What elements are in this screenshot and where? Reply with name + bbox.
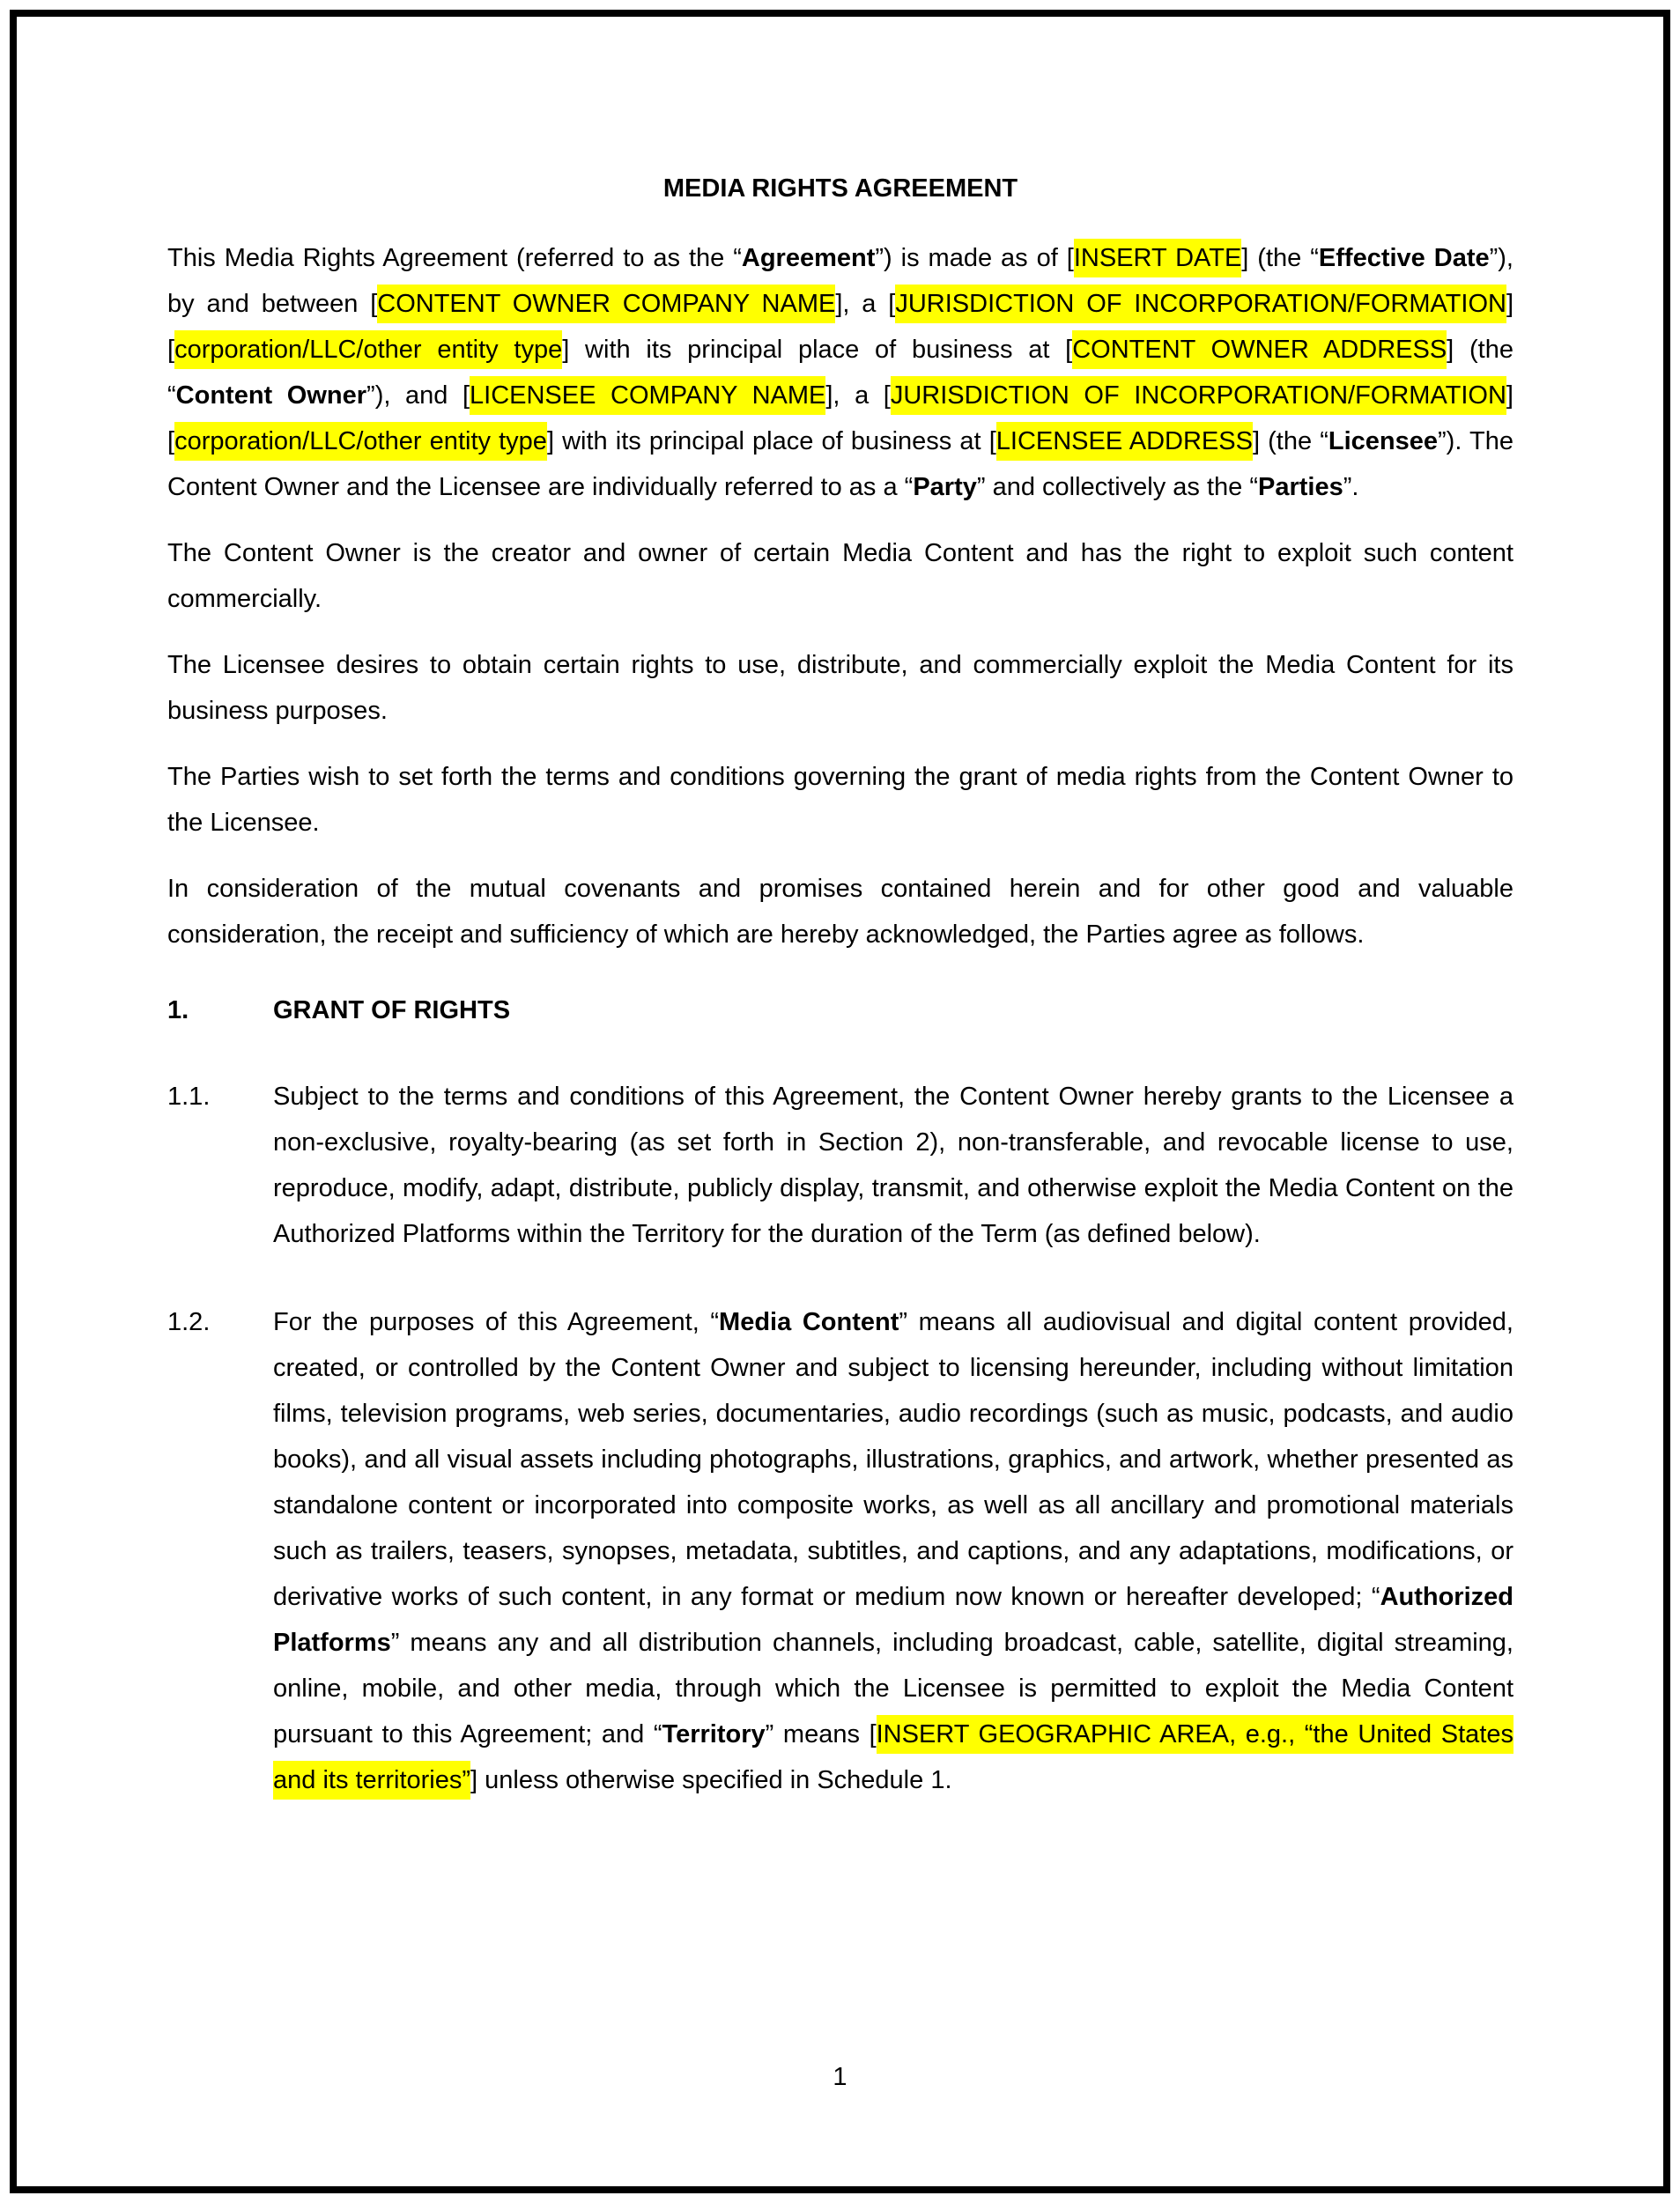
placeholder-highlight: JURISDICTION OF INCORPORATION/FORMATION (891, 376, 1506, 415)
defined-term: Content Owner (175, 381, 367, 410)
text-run: ” means any and all distribution channels, including broadcast, cable, satellite, digital streaming, online, mobile, and other media, through which the Licensee is permitted to exploit the Media Content pursuant to this Agreement; and “ (273, 1629, 1513, 1748)
section-1-number: 1. (167, 996, 189, 1024)
placeholder-highlight: corporation/LLC/other entity type (174, 422, 547, 461)
recital-parties (167, 754, 1513, 846)
text-run: ” means all audiovisual and digital content provided, created, or controlled by the Content Owner and subject to licensing hereunder, including without limitation films, television programs, web series, documentaries, audio recordings (such as music, podcasts, and audio books), and all visual assets including photographs, illustrations, graphics, and artwork, whether presented as standalone content or incorporated into composite works, as well as all ancillary and promotional materials such as trailers, teasers, synopses, metadata, subtitles, and captions, and any adaptations, modifications, or derivative works of such content, in any format or medium now known or hereafter developed; “ (273, 1308, 1513, 1611)
text-run: ] with its principal place of business at [ (562, 336, 1073, 364)
page-number: 1 (833, 2063, 847, 2091)
text-run: ], a [ (825, 381, 891, 410)
text-run: ” and collectively as the “ (976, 473, 1259, 501)
document-body (167, 166, 1513, 1845)
text-run: ” means [ (765, 1720, 877, 1748)
clause-1-2 (167, 1299, 1513, 1803)
recital-licensee (167, 642, 1513, 734)
text-run: For the purposes of this Agreement, “ (273, 1308, 720, 1336)
text-run: ”) is made as of [ (875, 244, 1074, 272)
text-run: ”), and [ (366, 381, 470, 410)
text-run: ] (the “ (1241, 244, 1319, 272)
text-run: ] [ (167, 381, 1513, 455)
placeholder-highlight: CONTENT OWNER ADDRESS (1072, 330, 1447, 369)
placeholder-highlight: LICENSEE COMPANY NAME (470, 376, 825, 415)
text-run: ], a [ (835, 290, 896, 318)
placeholder-highlight: INSERT GEOGRAPHIC AREA, e.g., “the United States and its territories” (273, 1715, 1513, 1800)
text-run: The Content Owner is the creator and owner of certain Media Content and has the right to exploit such content commercially. (167, 539, 1513, 613)
placeholder-highlight: JURISDICTION OF INCORPORATION/FORMATION (895, 285, 1506, 323)
document-title: MEDIA RIGHTS AGREEMENT (662, 174, 1018, 203)
clause-1-1 (167, 1074, 1513, 1257)
defined-term: Authorized Platforms (273, 1583, 1513, 1657)
text-run: ] (the “ (167, 336, 1513, 410)
defined-term: Parties (1258, 473, 1343, 501)
text-run: ] unless otherwise specified in Schedule 1. (470, 1766, 952, 1794)
placeholder-highlight: corporation/LLC/other entity type (174, 330, 562, 369)
defined-term: Party (913, 473, 977, 501)
text-run: ] [ (167, 290, 1514, 364)
text-run: ”), by and between [ (167, 244, 1513, 318)
text-run: The Parties wish to set forth the terms and conditions governing the grant of media rights from the Content Owner to the Licensee. (167, 763, 1513, 837)
text-run: ”). The Content Owner and the Licensee are individually referred to as a “ (167, 427, 1513, 501)
clause-1-2-text (273, 1308, 1513, 1800)
clause-1-1-number: 1.1. (167, 1083, 211, 1111)
text-run: In consideration of the mutual covenants and promises contained herein and for other good and valuable consideration, the receipt and sufficiency of which are hereby acknowledged, the Parties agree as follows. (167, 875, 1513, 949)
recital-content-owner (167, 530, 1513, 622)
text-run: ”. (1343, 473, 1359, 501)
clause-1-2-number: 1.2. (167, 1308, 211, 1336)
text-run: ] with its principal place of business at [ (546, 427, 996, 455)
placeholder-highlight: LICENSEE ADDRESS (996, 422, 1253, 461)
text-run: The Licensee desires to obtain certain rights to use, distribute, and commercially exploit the Media Content for its business purposes. (167, 651, 1513, 725)
placeholder-highlight: CONTENT OWNER COMPANY NAME (377, 285, 835, 323)
defined-term: Agreement (741, 244, 876, 272)
section-1-heading (167, 987, 1513, 1033)
defined-term: Media Content (719, 1308, 899, 1336)
consideration-paragraph (167, 866, 1513, 957)
text-run: ] (the “ (1252, 427, 1328, 455)
clause-1-1-text (273, 1083, 1513, 1248)
defined-term: Territory (662, 1720, 766, 1748)
placeholder-highlight: INSERT DATE (1074, 239, 1241, 277)
text-run: This Media Rights Agreement (referred to as the “ (167, 244, 742, 272)
defined-term: Effective Date (1318, 244, 1490, 272)
intro-paragraph (167, 235, 1513, 510)
defined-term: Licensee (1328, 427, 1439, 455)
text-run: Subject to the terms and conditions of this Agreement, the Content Owner hereby grants to the Licensee a non-exclusive, royalty-bearing (as set forth in Section 2), non-transferable, and revocable license to use, reproduce, modify, adapt, distribute, publicly display, transmit, and otherwise exploit the Media Content on the Authorized Platforms within the Territory for the duration of the Term (as defined below). (273, 1083, 1513, 1248)
section-1-title: GRANT OF RIGHTS (273, 996, 511, 1024)
